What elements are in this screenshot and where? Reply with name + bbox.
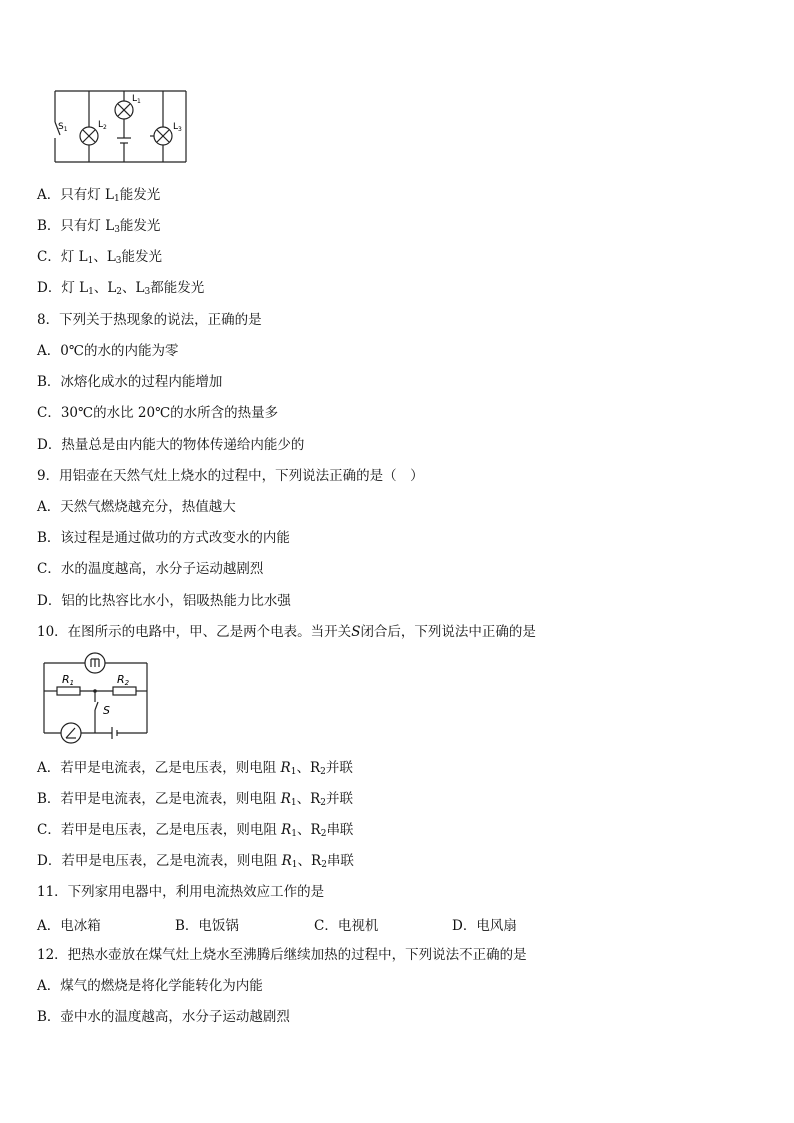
l2-label: $L_2$ xyxy=(98,120,107,131)
r2-label: R2 xyxy=(117,673,130,687)
q7-circuit-diagram xyxy=(48,86,193,168)
q10-option-c: C．若甲是电压表，乙是电压表，则电阻 $R_1$、$R_2$串联 xyxy=(37,822,354,839)
q7-option-c: C．灯 $L_1$、$L_3$能发光 xyxy=(37,249,163,266)
switch-label: S xyxy=(103,704,110,717)
q7-option-d: D．灯 $L_1$、$L_2$、$L_3$都能发光 xyxy=(37,280,205,297)
junction-dot xyxy=(93,689,97,693)
q9-option-d: D．铝的比热容比水小，铝吸热能力比水强 xyxy=(37,593,291,609)
l1-label: $L_1$ xyxy=(132,94,141,105)
q9-option-c: C．水的温度越高，水分子运动越剧烈 xyxy=(37,561,264,577)
q12-option-a: A．煤气的燃烧是将化学能转化为内能 xyxy=(37,978,263,994)
q10-circuit-diagram xyxy=(40,650,160,748)
q7-option-a: A．只有灯 $L_1$能发光 xyxy=(37,187,161,204)
q11-option-b: B．电饭锅 xyxy=(175,918,239,934)
q9-option-a: A．天然气燃烧越充分，热值越大 xyxy=(37,499,236,515)
r1-label: R1 xyxy=(62,673,75,687)
q8-option-d: D．热量总是由内能大的物体传递给内能少的 xyxy=(37,437,305,453)
q8-stem: 8．下列关于热现象的说法，正确的是 xyxy=(37,312,262,328)
q8-option-a: A．0℃的水的内能为零 xyxy=(37,343,179,359)
q8-option-b: B．冰熔化成水的过程内能增加 xyxy=(37,374,223,390)
q9-option-b: B．该过程是通过做功的方式改变水的内能 xyxy=(37,530,290,546)
q10-option-b: B．若甲是电流表，乙是电流表，则电阻 $R_1$、$R_2$并联 xyxy=(37,791,354,808)
q12-stem: 12．把热水壶放在煤气灶上烧水至沸腾后继续加热的过程中，下列说法不正确的是 xyxy=(37,947,527,963)
l3-label: $L_3$ xyxy=(173,122,182,133)
q10-stem: 10．在图所示的电路中，甲、乙是两个电表。当开关S闭合后，下列说法中正确的是 xyxy=(37,624,536,640)
q10-option-a: A．若甲是电流表，乙是电压表，则电阻 $R_1$、$R_2$并联 xyxy=(37,760,353,777)
q8-option-c: C．30℃的水比 20℃的水所含的热量多 xyxy=(37,405,279,421)
q7-option-b: B．只有灯 $L_3$能发光 xyxy=(37,218,161,235)
q11-option-a: A．电冰箱 xyxy=(37,918,101,934)
q11-option-c: C．电视机 xyxy=(314,918,379,934)
q12-option-b: B．壶中水的温度越高，水分子运动越剧烈 xyxy=(37,1009,290,1025)
s1-label: $S_1$ xyxy=(58,122,68,133)
q11-stem: 11．下列家用电器中，利用电流热效应工作的是 xyxy=(37,884,325,900)
q9-stem: 9．用铝壶在天然气灶上烧水的过程中，下列说法正确的是（ ） xyxy=(37,468,424,484)
q11-option-d: D．电风扇 xyxy=(452,918,517,934)
q11-options-row xyxy=(37,914,757,932)
q10-option-d: D．若甲是电压表，乙是电流表，则电阻 $R_1$、$R_2$串联 xyxy=(37,853,354,870)
